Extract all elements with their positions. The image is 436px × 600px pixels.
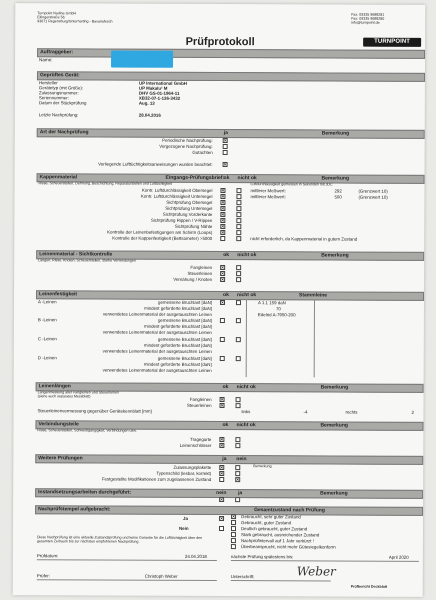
group-a-minimum-value: 70 [275, 306, 281, 312]
canopy-ok-checkbox[interactable] [220, 194, 225, 199]
company-line1: Turnpoint Nadine GmbH [37, 11, 77, 16]
company-stamp: Prüfbericht Deckblatt [350, 584, 388, 589]
measure1-limit: (Grenzwert 10) [358, 188, 388, 194]
strength-col-notok: nicht ok [237, 292, 257, 299]
lengths-col-notok: nicht ok [236, 384, 256, 391]
company-email: info@turnpoint.de [351, 20, 380, 25]
inspection-col-remark: Bemerkung [321, 130, 350, 137]
canopy-notok-checkbox[interactable] [236, 218, 241, 223]
overall-checkbox[interactable] [231, 526, 236, 531]
canopy-notok-checkbox[interactable] [236, 188, 241, 193]
canopy-ok-checkbox[interactable] [220, 236, 225, 241]
group-c-measured: gemessene Bruchlast [daN] [157, 336, 212, 342]
measure2-label: mittlerer Meßwert: [250, 194, 286, 200]
measure2-limit: (Grenzwert 10) [358, 194, 388, 200]
canopy-item-loops: Kontrolle der Leinenbefestigungen am Schirm (Loops) [107, 229, 213, 235]
canopy-header-label: Kappenmaterial [39, 174, 78, 181]
client-header-label: Auftraggeber: [40, 49, 74, 56]
lines-notok-checkbox[interactable] [236, 265, 241, 270]
measure2-value: 500 [334, 194, 342, 200]
canopy-item-bottom-permeability: Kontr. Luftdurchlässigkeit Untersegel [140, 193, 213, 199]
further-no-checkbox[interactable] [235, 477, 240, 482]
group-b-minimum: mindest geforderte Bruchlast [daN] [144, 323, 212, 329]
overall-item: Überbeansprucht, nicht mehr Gütesiegelkonform [240, 544, 336, 550]
repair-col-remark: Bemerkung [320, 490, 348, 497]
overall-checkbox[interactable] [231, 538, 236, 543]
left-value: -4 [303, 409, 308, 415]
further-yes-checkbox[interactable] [219, 477, 224, 482]
group-c-material: verwendetes Leinenmaterial der ausgetauschten Leinen [102, 348, 212, 354]
lines-ok-checkbox[interactable] [220, 271, 225, 276]
signature-underline [231, 580, 331, 581]
overall-item: Nachprüfintervall auf 1 Jahr verkürzt ! [240, 538, 314, 544]
further-item-plate: Zulassungsplakette [173, 464, 212, 470]
stamp-yes-label: Ja [183, 515, 188, 521]
canopy-item-ribs: Sichtprüfung Rippen / V-Rippen [150, 217, 213, 223]
lines-item-main: Fangleinen [190, 264, 213, 270]
group-c-notok-checkbox[interactable] [236, 337, 241, 342]
lines-notok-checkbox[interactable] [236, 277, 241, 282]
device-value-serial: XB32-07-1-136-3432 [138, 95, 181, 101]
company-fax2: Fax: 09335 9688280 [351, 16, 385, 21]
measure1-label: mittlerer Meßwert: [250, 188, 286, 194]
group-c-ok-checkbox[interactable] [220, 337, 225, 342]
repair-col-yes: ja [238, 490, 243, 497]
strength-col-ok: ok [223, 292, 229, 299]
protocol-page [13, 3, 426, 597]
next-underline [231, 560, 419, 561]
connectors-notok-checkbox[interactable] [235, 437, 240, 442]
left-label: links [241, 409, 251, 415]
canopy-ok-checkbox[interactable] [220, 218, 225, 223]
lengths-col-ok: ok [222, 384, 229, 391]
company-line3: 93071 Regensburg/Unterharting - Bavariafesch [37, 19, 113, 24]
canopy-item-seams: Sichtprüfung Nähte [174, 223, 213, 229]
lengths-notok-checkbox[interactable] [236, 397, 241, 402]
canopy-notok-checkbox[interactable] [236, 200, 241, 205]
canopy-remark-note: Luftdurchlässigkeit gemessen in Sekunden mit JDC [250, 182, 333, 187]
lengths-note: Längenmessung aller Fangleinen und Steuerleinen (siehe auch separates Messblatt) [37, 390, 119, 399]
group-b-notok-checkbox[interactable] [236, 318, 241, 323]
lengths-item-brake: Steuerleinen [186, 402, 212, 408]
company-line2: Eitingerstraße 56 [37, 15, 65, 20]
handwritten-signature: Weber [296, 564, 336, 579]
date-label: Prüfdatum: [36, 553, 59, 559]
further-col-no: nein [236, 456, 247, 463]
lines-col-remark: Bemerkung [321, 252, 349, 259]
canopy-ok-checkbox[interactable] [220, 224, 225, 229]
canopy-note: Risse, Scheuerstellen, Dehnung, Beschichtung, Reparaturstellen und Lufttüchtigkeit [38, 181, 172, 186]
connectors-item-risers: Tragegurte [190, 436, 212, 442]
repair-no-checkbox[interactable] [219, 497, 224, 502]
canopy-item-top-permeability: Kontr. Luftdurchlässigkeit Obersegel [141, 187, 213, 193]
canopy-notok-checkbox[interactable] [236, 224, 241, 229]
inspection-item-report: Gutachten [192, 149, 213, 155]
connectors-header-label: Verbindungsteile [38, 421, 79, 428]
lines-col-ok: ok [223, 252, 230, 259]
group-a-material: verwendetes Leinenmaterial der ausgetauschten Leinen [102, 311, 212, 317]
lengths-notok-checkbox[interactable] [236, 403, 241, 408]
redacted-name-mark [111, 51, 173, 68]
connectors-notok-checkbox[interactable] [235, 443, 240, 448]
group-a-measured-value: A 1.1 159 daN [257, 300, 286, 306]
overall-item: Deutlich gebraucht, guter Zustand [240, 526, 308, 532]
page-title: Prüfprotokoll [185, 35, 255, 49]
further-yes-checkbox[interactable] [219, 465, 224, 470]
canopy-col-ok: ok [223, 175, 230, 182]
group-a-notok-checkbox[interactable] [236, 300, 241, 305]
canopy-item-leading-edge: Sichtprüfung Vorderkante [162, 211, 213, 217]
group-d-minimum: mindest geforderte Bruchlast [daN] [143, 361, 212, 367]
measure1-value: 292 [334, 188, 342, 194]
canopy-notok-checkbox[interactable] [236, 236, 241, 241]
device-label-manufacturer: Hersteller [38, 80, 58, 86]
repair-header-label: Instandsetzungsarbeiten durchgeführt: [38, 489, 132, 496]
line-strength-header [36, 290, 424, 301]
canopy-item-strength: Kontrolle der Kappenfestigkeit (Bettsometer) >5000 [112, 235, 213, 241]
client-header [37, 48, 425, 59]
right-value: 2 [411, 409, 414, 415]
connectors-col-ok: ok [222, 422, 229, 429]
further-yes-checkbox[interactable] [219, 471, 224, 476]
lines-ok-checkbox[interactable] [220, 277, 225, 282]
inspection-item-early: Vorgezogene Nachprüfung: [159, 143, 213, 149]
strength-divider [314, 299, 315, 377]
lines-col-notok: nicht ok [237, 252, 257, 259]
group-b-measured: gemessene Bruchlast [daN] [157, 317, 212, 323]
canopy-ok-checkbox[interactable] [220, 188, 225, 193]
lengths-ok-checkbox[interactable] [220, 403, 225, 408]
canopy-ok-checkbox[interactable] [220, 200, 225, 205]
line-lengths-header-label: Leinenlängen [38, 383, 71, 390]
canopy-notok-checkbox[interactable] [236, 206, 241, 211]
canopy-ok-checkbox[interactable] [220, 212, 225, 217]
stamp-header-label: Nachprüfstempel aufgebracht: [38, 506, 111, 513]
group-b-material: verwendetes Leinenmaterial der ausgetauschten Leinen [102, 329, 212, 335]
connectors-ok-checkbox[interactable] [219, 443, 224, 448]
stamp-header [35, 505, 423, 516]
connectors-col-notok: nicht ok [236, 422, 256, 429]
group-b-ok-checkbox[interactable] [220, 318, 225, 323]
lines-note: Längen, Risse, Knoten, Scheuerstellen, starke Verwindungen [38, 258, 136, 263]
canopy-item-top-visual: Sichtprüfung Obersegel [166, 199, 213, 205]
inspection-col-yes: ja [223, 130, 228, 137]
connectors-ok-checkbox[interactable] [219, 437, 224, 442]
further-header [35, 454, 423, 465]
further-remark-label: Bemerkung [253, 464, 272, 469]
repair-yes-checkbox[interactable] [235, 497, 240, 502]
group-d-label: D -Leinen [37, 355, 57, 361]
group-a-measured: gemessene Bruchlast [daN] [158, 299, 213, 305]
lengths-ok-checkbox[interactable] [220, 397, 225, 402]
device-value-date: Aug. 13 [138, 100, 155, 106]
device-label-type: Gerätetyp (mit Größe): [38, 85, 84, 91]
overall-checkbox[interactable] [231, 514, 236, 519]
repair-header [35, 488, 423, 499]
canopy-notok-checkbox[interactable] [236, 212, 241, 217]
stamp-no-checkbox[interactable] [219, 526, 224, 531]
canopy-ok-checkbox[interactable] [220, 230, 225, 235]
lines-ok-checkbox[interactable] [220, 265, 225, 270]
device-header [37, 71, 425, 82]
inspection-type-header-label: Art der Nachprüfung [39, 129, 89, 136]
group-a-ok-checkbox[interactable] [220, 300, 225, 305]
deviation-label: Steuerleinenvermessung gegenüber Gerätekennblatt [mm] [37, 408, 152, 414]
device-label-serial: Seriennummer: [38, 95, 69, 101]
canopy-ok-checkboxes [15, 3, 425, 5]
inspection-item-periodic: Periodische Nachprüfung: [162, 137, 213, 143]
overall-item: Gebraucht, sehr guter Zustand [241, 514, 301, 520]
last-check-label: Letzte Nachprüfung: [38, 112, 79, 118]
company-fax: Fax: 09335 9688281 [351, 12, 385, 17]
group-a-material-value: Edelrid A-7950-200 [257, 312, 296, 318]
signature-label: Unterschrift: [230, 574, 255, 580]
group-d-ok-checkbox[interactable] [220, 356, 225, 361]
group-c-minimum: mindest geforderte Bruchlast [daN] [143, 342, 212, 348]
airworthiness-label: Vorliegende Lufttüchtigkeitsanweisungen wurden beachtet: [98, 161, 213, 167]
connectors-note: Risse, Scheuerstellen, Schweißgängigkeit, Verbindungen usw. [37, 428, 137, 433]
last-check-value: 28.04.2016 [138, 112, 161, 118]
client-name-label: Name: [39, 57, 53, 63]
further-no-checkbox[interactable] [235, 471, 240, 476]
next-check-value: April 2020 [388, 554, 409, 560]
lines-item-knots: Vernähung / Knoten [173, 276, 213, 282]
group-b-label: B -Leinen [37, 317, 57, 323]
connectors-col-remark: Bemerkung [320, 422, 348, 429]
group-a-label: A -Leinen [37, 299, 57, 305]
inspector-underline [37, 579, 217, 580]
inspector-value: Christoph Weber [144, 573, 178, 579]
canopy-col-notok: nicht ok [237, 175, 257, 182]
early-checkbox[interactable] [223, 144, 228, 149]
canopy-subheader: Eingangs-Prüfungsbrief: [165, 174, 225, 182]
lengths-item-main: Fangleinen [189, 396, 212, 402]
strength-remark: nicht erforderlich, da Kappenmaterial in gutem Zustand [250, 236, 358, 242]
lines-material-header-label: Leinenmaterial - Sichtkontrolle [39, 251, 113, 258]
overall-checkbox[interactable] [231, 520, 236, 525]
repair-col-no: nein [216, 489, 227, 497]
strength-col-model: Stammleine [299, 292, 328, 299]
group-c-label: C -Leinen [37, 336, 57, 342]
group-d-measured: gemessene Bruchlast [daN] [157, 355, 212, 361]
device-label-date: Datum der Stückprüfung [38, 100, 87, 106]
inspector-label: Prüfer: [36, 573, 50, 579]
overall-checkbox[interactable] [231, 532, 236, 537]
canopy-notok-checkboxes [15, 3, 425, 5]
overall-checkbox[interactable] [231, 544, 236, 549]
further-col-yes: ja [222, 456, 227, 463]
line-strength-header-label: Leinenfestigkeit [39, 291, 78, 298]
group-d-notok-checkbox[interactable] [236, 356, 241, 361]
next-check-label: nächste Prüfung spätestens bis: [230, 554, 294, 560]
canopy-col-remark: Bemerkung [321, 175, 350, 182]
connectors-item-links: Leinenschlösser [179, 442, 212, 448]
canopy-item-bottom-visual: Sichtprüfung Untersegel [165, 205, 213, 211]
overall-item: Stark gebraucht, ausreichender Zustand [240, 532, 320, 538]
group-a-minimum: mindest geforderte Bruchlast [daN] [144, 305, 212, 311]
canopy-notok-checkbox[interactable] [236, 194, 241, 199]
further-item-typeplate: Typenschild (lesbar, korrekt) [156, 470, 212, 476]
periodic-checkbox[interactable] [223, 138, 228, 143]
device-header-label: Geprüftes Gerät: [39, 72, 80, 79]
airworthiness-checkbox[interactable] [223, 162, 228, 167]
device-value-type: UP Makalu² M [138, 85, 168, 91]
stamp-no-label: Nein [178, 525, 189, 531]
strength-divider [246, 299, 247, 377]
device-value-manufacturer: UP International GmbH [138, 80, 187, 86]
date-value: 24.04.2018 [184, 553, 207, 559]
further-header-label: Weitere Prüfungen [38, 455, 83, 462]
report-checkbox[interactable] [223, 150, 228, 155]
date-underline [37, 559, 217, 560]
overall-item: Gebraucht, guter Zustand [241, 520, 292, 526]
turnpoint-logo: TURNPOINT [363, 38, 421, 47]
inspection-type-header [37, 128, 425, 139]
canopy-ok-checkbox[interactable] [220, 206, 225, 211]
further-item-mods: Festgestellte Modifikationen zum zugelassenen Zustand [101, 476, 212, 482]
group-d-material: verwendetes Leinenmaterial der ausgetauschten Leinen [102, 367, 212, 373]
lines-item-brake: Steuerleinen [187, 270, 213, 276]
lines-notok-checkbox[interactable] [236, 271, 241, 276]
stamp-note: Diese Nachprüfung ist eine aktuelle Zustandsprüfung und keine Garantie für die Lufttüchtigkeit über den gesamten Zeitraum bis zur nächsten empfohlenen Nachprüfung. [36, 535, 203, 545]
stamp-yes-checkbox[interactable] [219, 516, 224, 521]
overall-header: Gesamtzustand nach Prüfung [254, 507, 325, 514]
canopy-notok-checkbox[interactable] [236, 230, 241, 235]
lengths-col-remark: Bemerkung [320, 384, 349, 391]
device-label-approval: Zulassungsnummer: [38, 90, 79, 96]
further-no-checkbox[interactable] [235, 465, 240, 470]
device-value-approval: DHV GS-01-1964-11 [138, 90, 180, 96]
right-label: rechts [345, 409, 358, 415]
